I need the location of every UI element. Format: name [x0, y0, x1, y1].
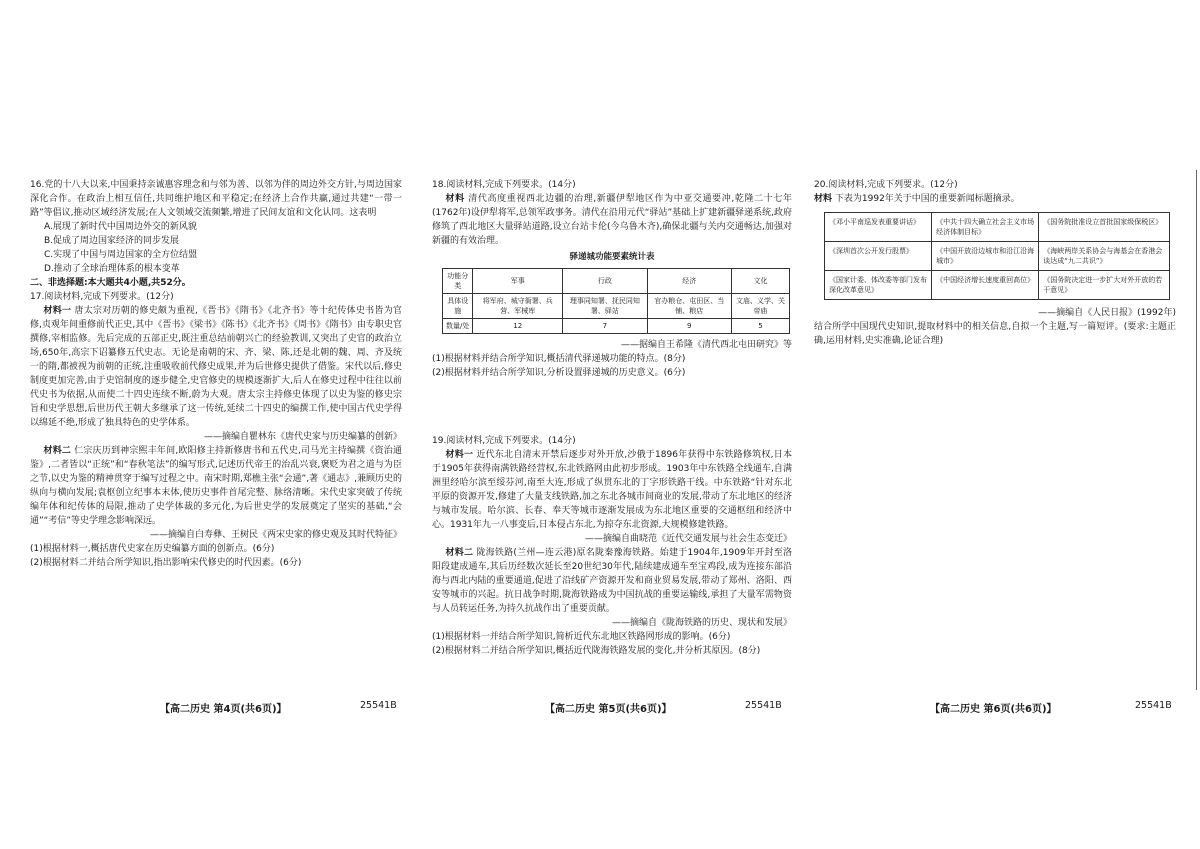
table-cell: 《深圳首次公开发行股票》	[825, 242, 932, 271]
table-cell: 12	[473, 319, 563, 334]
q19-material-1	[432, 448, 792, 532]
q16-option-d: D.推动了全球治理体系的根本变革	[44, 264, 180, 274]
q19-material-2-text: 陇海铁路(兰州—连云港)原名陇秦豫海铁路。始建于1904年,1909年开封至洛阳段建成通车,其后历经数次延长至20世纪30年代,陆续建成通车至宝鸡段,成为连接东部沿海与西北内陆的重要通道,促进了沿线矿产资源开发和商业贸易发展,带动了郑州、洛阳、西安等城市的兴起。抗日战争时期,陇海铁路成为中国抗战的重要运输线,承担了大量军需物资与人员转运任务,为持久抗战作出了重要贡献。	[432, 548, 792, 614]
q19-material-2-source: ——摘编自《陇海铁路的历史、现状和发展》	[611, 618, 792, 628]
q17-heading: 17.阅读材料,完成下列要求。(12分)	[30, 292, 174, 302]
material-label: 材料	[814, 194, 833, 204]
q18-heading: 18.阅读材料,完成下列要求。(14分)	[432, 180, 576, 190]
q20-heading: 20.阅读材料,完成下列要求。(12分)	[814, 180, 958, 190]
q16-option-a: A.展现了新时代中国周边外交的新风貌	[44, 222, 197, 232]
table-row	[443, 294, 790, 319]
q16-option-b: B.促成了周边国家经济的同步发展	[44, 236, 180, 246]
material-label: 材料二	[445, 548, 474, 558]
table-header: 功能分类	[443, 269, 473, 294]
material-label: 材料二	[43, 446, 72, 456]
q18-requirement-1: (1)根据材料并结合所学知识,概括清代驿递城功能的特点。(8分)	[432, 354, 686, 364]
q20-material-text: 下表为1992年关于中国的重要新闻标题摘录。	[834, 194, 1020, 204]
q18-material-text: 清代高度重视西北边疆的治理,新疆伊犁地区作为中亚交通要冲,乾隆二十七年(1762年)设伊犁将军,总领军政事务。清代在沿用元代“驿站”基础上扩建新疆驿递系统,政府修筑了西北地区大量驿站道路,设立台站卡伦(今乌鲁木齐),确保北疆与关内交通畅达,加强对新疆的有效治理。	[432, 194, 792, 246]
page-edge-divider	[1196, 170, 1197, 690]
material-label: 材料	[445, 194, 465, 204]
q17-material-1-text: 唐太宗对历朝的修史颇为重视,《晋书》《隋书》《北齐书》等十纪传体史书皆为官修,贞观年间重修前代正史,其中《晋书》《梁书》《陈书》《北齐书》《周书》《隋书》由专职史官撰修,宰相监修。先后完成的五部正史,既注重总结前朝兴亡的经验教训,又突出了史官的政治立场,650年,高宗下诏纂修五代史志。无论是南朝的宋、齐、梁、陈,还是北朝的魏、周、齐及统一的隋,都被视为前朝的正统,注重吸收前代修史成果,并为后世修史提供了借鉴。宋代以后,修史制度更加完善,由于史馆制度的逐步健全,史官修史的规模逐渐扩大,后人在修史过程中往往以前代史书为依据,从而使二十四史连续不断,蔚为大观。唐太宗主持修史体现了以史为鉴的修史宗旨和史学思想,后世历代王朝大多继承了这一传统,延续二十四史的编撰工作,使中国古代史学得以绵延不绝,形成了独具特色的史学体系。	[30, 306, 402, 428]
table-row	[443, 319, 790, 334]
answer-space	[432, 380, 792, 434]
material-label: 材料一	[445, 450, 474, 460]
material-label: 材料一	[43, 306, 72, 316]
q20-table	[824, 212, 1170, 300]
q19-material-1-text: 近代东北自清末开禁后逐步对外开放,沙俄于1896年获得中东铁路修筑权,日本于1905年获得南满铁路经营权,东北铁路网由此初步形成。1903年中东铁路全线通车,自满洲里经哈尔滨至绥芬河,南至大连,形成了纵贯东北的丁字形铁路干线。中东铁路“针对东北平原的资源开发,修建了大量支线铁路,加之东北各城市间商业的发展,带动了东北地区的经济与城市发展。哈尔滨、长春、奉天等城市逐渐发展成为东北地区重要的交通枢纽和经济中心。1931年九一八事变后,日本侵占东北,为掠夺东北资源,大规模修建铁路。	[432, 450, 792, 530]
page-5-footer: 【高二历史 第5页(共6页)】	[545, 704, 672, 715]
table-cell: 5	[731, 319, 789, 334]
table-header: 行政	[563, 269, 647, 294]
table-row	[825, 271, 1170, 300]
q17-requirement-1: (1)根据材料一,概括唐代史家在历史编纂方面的创新点。(6分)	[30, 544, 275, 554]
q16-option-c: C.实现了中国与周边国家的全方位结盟	[44, 250, 198, 260]
table-header: 文化	[731, 269, 789, 294]
page-4-code: 25541B	[360, 700, 397, 711]
q19-material-1-source: ——摘编自曲晓范《近代交通发展与社会生态变迁》	[584, 534, 792, 544]
q19-heading: 19.阅读材料,完成下列要求。(14分)	[432, 436, 576, 446]
page-6-code: 25541B	[1135, 700, 1172, 711]
table-header: 军事	[473, 269, 563, 294]
table-cell: 具体设施	[443, 294, 473, 319]
table-row	[825, 242, 1170, 271]
q18-table	[442, 268, 790, 334]
table-cell: 数量/处	[443, 319, 473, 334]
q18-material	[432, 192, 792, 248]
page-4-footer: 【高二历史 第4页(共6页)】	[160, 704, 287, 715]
table-cell: 《国务院决定进一步扩大对外开放的若干意见》	[1039, 271, 1170, 300]
q17-material-2	[30, 444, 402, 528]
table-cell: 《中国开放沿边城市和沿江沿海城市》	[932, 242, 1039, 271]
page-4-column	[30, 178, 402, 570]
q17-material-2-text: 仁宗庆历到神宗熙丰年间,欧阳修主持新修唐书和五代史,司马光主持编撰《资治通鉴》,二者皆以“正统”和“春秋笔法”的编写形式,记述历代帝王的治乱兴衰,褒贬为君之道与为臣之节,以史为鉴的精神贯穿于编写过程之中。南宋时期,郑樵主张“会通”,著《通志》,兼顾历史的纵向与横向发展;袁枢创立纪事本末体,使历史事件首尾完整、脉络清晰。宋代史家突破了传统编年体和纪传体的局限,推动了史学体裁的多元化,为后世史学的发展奠定了坚实的基础,“会通”“考信”等史学理念影响深远。	[30, 446, 402, 526]
q17-material-1-source: ——摘编自瞿林东《唐代史家与历史编纂的创新》	[203, 432, 402, 442]
q16-stem: 16.党的十八大以来,中国秉持亲诚惠容理念和与邻为善、以邻为伴的周边外交方针,与周边国家深化合作。在政治上相互信任,共同维护地区和平稳定;在经济上合作共赢,通过共建“一带一路”等倡议,推动区域经济发展;在人文领域交流频繁,增进了民间友谊和文化认同。这表明	[30, 180, 402, 218]
table-cell: 将军府、城守衙署、兵营、军械库	[473, 294, 563, 319]
q18-requirement-2: (2)根据材料并结合所学知识,分析设置驿递城的历史意义。(6分)	[432, 368, 686, 378]
q19-material-2	[432, 546, 792, 616]
table-header: 经济	[647, 269, 731, 294]
table-cell: 7	[563, 319, 647, 334]
table-cell: 《中共十四大确立社会主义市场经济体制目标》	[932, 213, 1039, 242]
q18-table-source: ——据编自王希隆《清代西北屯田研究》等	[620, 340, 792, 350]
q19-requirement-1: (1)根据材料一并结合所学知识,简析近代东北地区铁路网形成的影响。(6分)	[432, 632, 731, 642]
page-6-column	[814, 178, 1176, 348]
table-cell: 官办粮仓、屯田区、当铺、粮店	[647, 294, 731, 319]
table-row	[443, 269, 790, 294]
table-cell: 《海峡两岸关系协会与海基会在香港会谈达成“九二共识”》	[1039, 242, 1170, 271]
q20-material	[814, 192, 1176, 206]
table-row	[825, 213, 1170, 242]
table-cell: 文庙、义学、关帝庙	[731, 294, 789, 319]
table-cell: 理事同知署、抚民同知署、驿站	[563, 294, 647, 319]
q20-table-source: ——摘编自《人民日报》(1992年)	[1038, 308, 1176, 318]
q18-table-title: 驿递城功能要素统计表	[569, 252, 655, 262]
q19-requirement-2: (2)根据材料二并结合所学知识,概括近代陇海铁路发展的变化,并分析其原因。(8分)	[432, 646, 761, 656]
table-cell: 《国家计委、体改委等部门发布深化改革意见》	[825, 271, 932, 300]
table-cell: 《国务院批准设立首批国家级保税区》	[1039, 213, 1170, 242]
table-cell: 《中国经济增长速度重回高位》	[932, 271, 1039, 300]
table-cell: 《邓小平南巡发表重要讲话》	[825, 213, 932, 242]
q17-material-1	[30, 304, 402, 430]
table-cell: 9	[647, 319, 731, 334]
section-heading: 二、非选择题:本大题共4小题,共52分。	[30, 278, 191, 288]
q20-requirement: 结合所学中国现代史知识,提取材料中的相关信息,自拟一个主题,写一篇短评。(要求:主题正确,运用材料,史实准确,论证合理)	[814, 322, 1176, 346]
page-5-column	[432, 178, 792, 658]
page-6-footer: 【高二历史 第6页(共6页)】	[930, 704, 1057, 715]
q17-requirement-2: (2)根据材料二并结合所学知识,指出影响宋代修史的时代因素。(6分)	[30, 558, 302, 568]
page-5-code: 25541B	[745, 700, 782, 711]
q17-material-2-source: ——摘编自白寿彝、王树民《两宋史家的修史观及其时代特征》	[149, 530, 402, 540]
